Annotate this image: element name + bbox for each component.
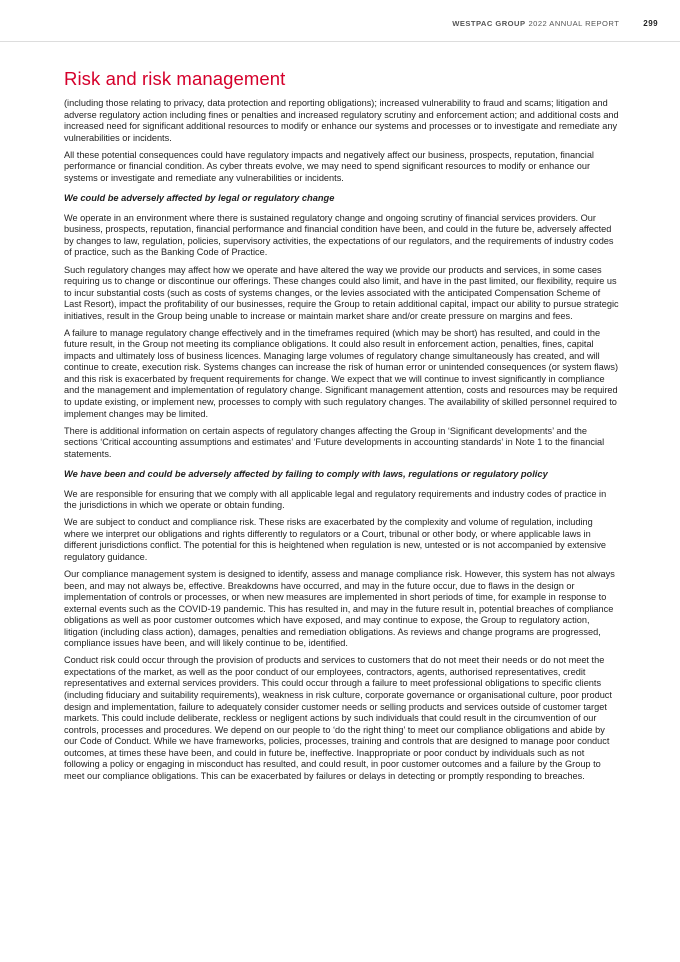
paragraph: Such regulatory changes may affect how we operate and have altered the way we provide our products and services, in some cases requiring us to change or discontinue our offerings. These changes could also limit, and have in the past limited, our flexibility, require us to incur substantial costs (such as costs of systems changes, or the levies associated with the anticipated Compensation Scheme of Last Resort), impact the profitability of our businesses, require the Group to retain additional capital, impact our ability to pursue strategic initiatives, result in the Group being unable to increase or maintain market share and/or create pressure on margins and fees. [64, 264, 619, 321]
subheading: We have been and could be adversely affected by failing to comply with laws, regulations or regulatory policy [64, 469, 548, 480]
paragraph: (including those relating to privacy, data protection and reporting obligations); increased vulnerability to fraud and scams; litigation and adverse regulatory action including fines or penalties and increased regulatory scrutiny and enforcement action; and additional costs and increased need for significant additional resources to modify or enhance our systems and processes or to investigate and remediate any vulnerabilities or incidents. [64, 98, 619, 143]
page-number: 299 [643, 19, 658, 28]
paragraph: All these potential consequences could have regulatory impacts and negatively affect our business, prospects, reputation, financial performance or financial condition. As cyber threats evolve, we may need to spend significant resources to modify or enhance our systems or investigate and remediate any vulnerabilities or incidents. [64, 149, 594, 183]
paragraph: We are subject to conduct and compliance risk. These risks are exacerbated by the complexity and volume of regulation, including where we interpret our obligations and rights differently to regulators or a Court, tribunal or other body, or where applicable laws in different jurisdictions conflict. The potential for this is heightened when regulation is new, untested or is not accompanied by extensive regulatory guidance. [64, 517, 607, 562]
page-content [64, 68, 619, 788]
header-report-title: 2022 ANNUAL REPORT [528, 19, 620, 28]
subheading: We could be adversely affected by legal or regulatory change [64, 193, 335, 204]
paragraph: We operate in an environment where there is sustained regulatory change and ongoing scrutiny of financial services providers. Our business, prospects, reputation, financial performance and financial condition have been, and could in the future be, adversely affected by changes to law, regulation, policies, supervisory activities, the expectations of our regulators, and the requirements of industry codes of practice, such as the Banking Code of Practice. [64, 212, 614, 258]
paragraph: Our compliance management system is designed to identify, assess and manage compliance risk. However, this system has not always been, and may not always be, effective. Breakdowns have occurred, and may in the future occur, due to flaws in the design or implementation of controls or processes, or when new measures are implemented in short periods of time, for example in response to external events such as the COVID-19 pandemic. This has resulted in, and may in the future result in, potential breaches of compliance obligations as well as poor customer outcomes which have exposed, and may continue to expose, the Group to regulatory action, litigation (including class action), damages, penalties and remediation obligations. As reviews and change programs are progressed, compliance issues have been, and will likely continue to be, identified. [64, 569, 615, 649]
page-header [452, 19, 658, 28]
body-text [64, 98, 619, 782]
section-title: Risk and risk management [64, 68, 286, 89]
paragraph: Conduct risk could occur through the provision of products and services to customers that do not meet their needs or do not meet the expectations of the market, as well as the poor conduct of our employees, contractors, agents, authorised representatives, credit representatives and external services providers. This could occur through a failure to meet professional obligations to specific clients (including fiduciary and suitability requirements), weakness in risk culture, corporate governance or organisational culture, poor product design and implementation, failure to adequately consider customer needs or selling products and services outside of customer target markets. This could include deliberate, reckless or negligent actions by such individuals that could result in the circumvention of our controls, processes and procedures. We depend on our people to ‘do the right thing’ to meet our compliance obligations and abide by our Code of Conduct. While we have frameworks, policies, processes, training and controls that are designed to manage poor conduct outcomes, at times these have been, and could in future be, ineffective. Inappropriate or poor conduct by individuals such as not following a policy or engaging in misconduct has resulted, and could result, in poor customer outcomes and a failure by the Group to meet our compliance obligations. This can be exacerbated by failures or delays in detecting or promptly responding to breaches. [64, 655, 612, 781]
paragraph: There is additional information on certain aspects of regulatory changes affecting the Group in ‘Significant developments’ and the sections ‘Critical accounting assumptions and estimates’ and ‘Future developments in accounting standards’ in Note 1 to the financial statements. [64, 425, 605, 459]
paragraph: We are responsible for ensuring that we comply with all applicable legal and regulatory requirements and industry codes of practice in the jurisdictions in which we operate or obtain funding. [64, 488, 607, 511]
header-divider [0, 41, 680, 42]
header-org: WESTPAC GROUP [452, 19, 526, 28]
paragraph: A failure to manage regulatory change effectively and in the timeframes required (which may be short) has resulted, and could in the future result, in the Group not meeting its compliance obligations. It could also result in enforcement action, penalties, fines, capital impacts and ultimately loss of business licences. Managing large volumes of regulatory change simultaneously has created, and will continue to create, execution risk. Systems changes can increase the risk of human error or unintended consequences (or system flaws) and this risk is exacerbated by frequent requirements for change. We expect that we will continue to invest significantly in compliance and the management and implementation of regulatory change. Significant management attention, costs and resources may be required to update existing, or implement new, processes to comply with such regulatory changes. The availability of skilled personnel required to implement changes may be limited. [64, 327, 619, 419]
